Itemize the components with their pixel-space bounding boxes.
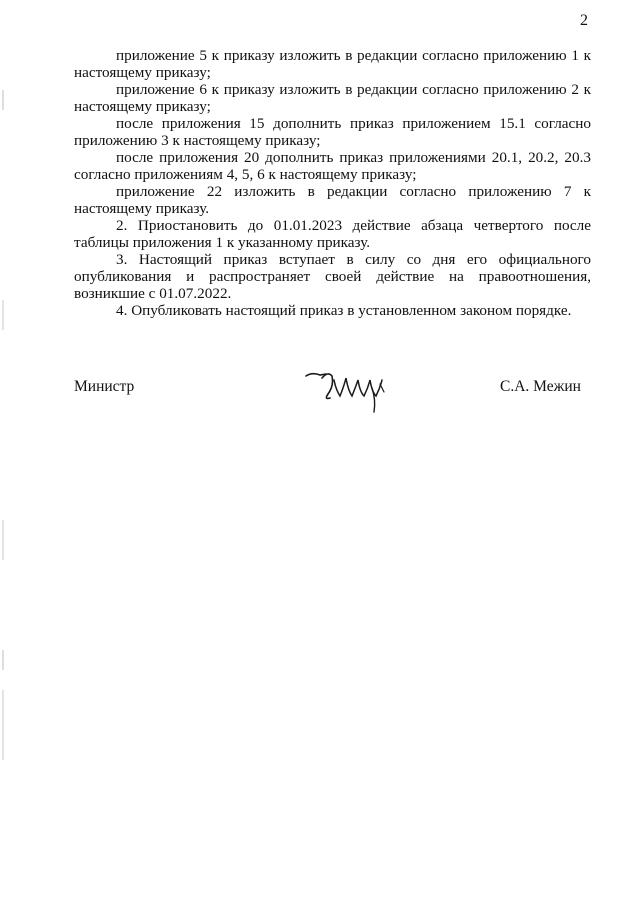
paragraph-appendix-22: приложение 22 изложить в редакции согласно приложению 7 к настоящему приказу. — [74, 183, 591, 217]
page-number: 2 — [580, 12, 588, 29]
handwritten-signature — [302, 366, 394, 418]
paragraph-item-4: 4. Опубликовать настоящий приказ в установленном законом порядке. — [116, 302, 572, 319]
scan-margin-marks — [0, 0, 6, 905]
paragraph-appendix-5: приложение 5 к приказу изложить в редакции согласно приложению 1 к настоящему приказу; — [74, 47, 591, 81]
paragraph-appendix-6: приложение 6 к приказу изложить в редакции согласно приложению 2 к настоящему приказу; — [74, 81, 591, 115]
paragraph-item-2: 2. Приостановить до 01.01.2023 действие абзаца четвертого после таблицы приложения 1 к указанному приказу. — [74, 217, 591, 251]
document-body — [74, 47, 591, 319]
paragraph-appendix-15: после приложения 15 дополнить приказ приложением 15.1 согласно приложению 3 к настоящему приказу; — [74, 115, 591, 149]
paragraph-item-3: 3. Настоящий приказ вступает в силу со дня его официального опубликования и распространяет своей действие на правоотношения, возникшие с 01.07.2022. — [74, 251, 591, 302]
paragraph-appendix-20: после приложения 20 дополнить приказ приложениями 20.1, 20.2, 20.3 согласно приложениям 4, 5, 6 к настоящему приказу; — [74, 149, 591, 183]
signatory-title: Министр — [74, 378, 135, 395]
signatory-name: С.А. Межин — [500, 378, 581, 395]
